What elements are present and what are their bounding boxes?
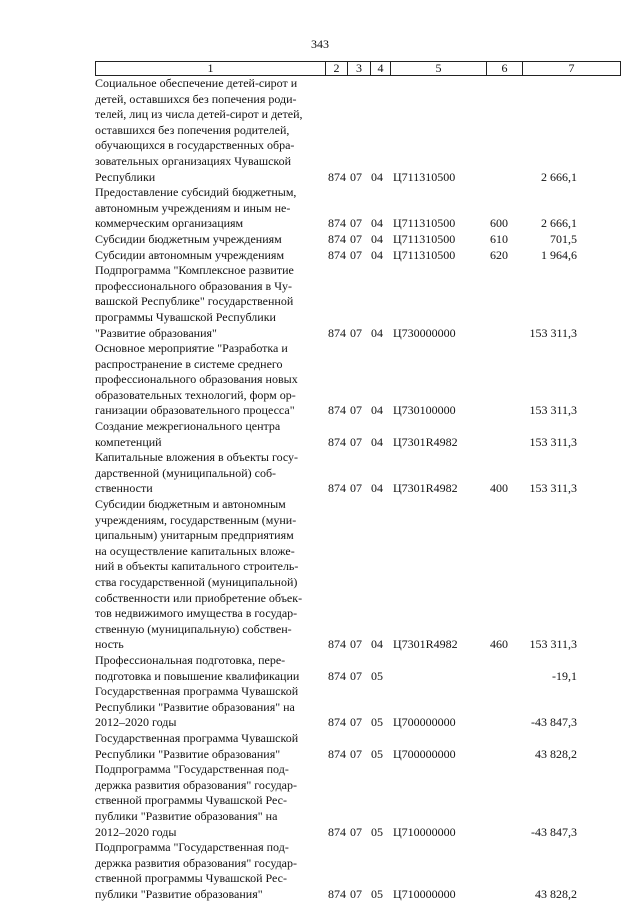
column-header-6: 6: [487, 62, 523, 76]
cell-expense-type: 620: [490, 247, 508, 262]
budget-table-body: [95, 76, 620, 902]
cell-subsection: 05: [371, 824, 383, 839]
table-row: [95, 684, 620, 731]
description-line: ственную (муниципальную) собствен-: [95, 621, 292, 636]
table-row: [95, 76, 620, 185]
description-line: распространение в системе среднего: [95, 356, 283, 371]
description-line: Подпрограмма "Комплексное развитие: [95, 263, 294, 278]
cell-section: 07: [350, 668, 362, 683]
description-line: ность: [95, 637, 124, 652]
cell-subsection: 05: [371, 668, 383, 683]
cell-subsection: 05: [371, 715, 383, 730]
description-line: профессионального образования новых: [95, 372, 298, 387]
column-header-table: [95, 61, 621, 76]
cell-target-item: Ц7301R4982: [393, 434, 458, 449]
cell-amount: 153 311,3: [529, 481, 577, 496]
description-line: Республики: [95, 169, 156, 184]
description-line: на осуществление капитальных вложе-: [95, 543, 295, 558]
description-line: ганизации образовательного процесса": [95, 403, 295, 418]
description-line: ственности: [95, 481, 153, 496]
description-line: профессионального образования в Чу-: [95, 278, 293, 293]
description-line: Подпрограмма "Государственная под-: [95, 840, 289, 855]
cell-amount: -43 847,3: [531, 715, 577, 730]
cell-section: 07: [350, 824, 362, 839]
description-line: ний в объекты капитального строитель-: [95, 559, 299, 574]
table-row: [95, 185, 620, 232]
page-number: 343: [311, 37, 329, 51]
cell-expense-type: 460: [490, 637, 508, 652]
cell-target-item: Ц711310500: [393, 247, 456, 262]
description-line: Государственная программа Чувашской: [95, 684, 299, 699]
cell-target-item: Ц730000000: [393, 325, 456, 340]
description-line: Создание межрегионального центра: [95, 419, 281, 434]
cell-grbs: 874: [328, 715, 346, 730]
cell-grbs: 874: [328, 886, 346, 901]
description-line: Основное мероприятие "Разработка и: [95, 341, 288, 356]
description-line: 2012–2020 годы: [95, 824, 177, 839]
cell-amount: 153 311,3: [529, 434, 577, 449]
row-description: [95, 653, 325, 684]
description-line: держка развития образования" государ-: [95, 777, 297, 792]
description-line: Субсидии автономным учреждениям: [95, 247, 285, 262]
cell-section: 07: [350, 637, 362, 652]
cell-grbs: 874: [328, 746, 346, 761]
cell-amount: 43 828,2: [535, 746, 577, 761]
description-line: Республики "Развитие образования" на: [95, 699, 295, 714]
description-line: собственности или приобретение объек-: [95, 590, 303, 605]
table-row: [95, 419, 620, 450]
column-header-3: 3: [348, 62, 371, 76]
cell-amount: 701,5: [550, 231, 577, 246]
column-header-4: 4: [371, 62, 391, 76]
row-description: [95, 185, 325, 232]
cell-subsection: 04: [371, 481, 383, 496]
description-line: компетенций: [95, 434, 162, 449]
row-description: [95, 232, 325, 248]
cell-section: 07: [350, 434, 362, 449]
description-line: обучающихся в государственных обра-: [95, 138, 295, 153]
row-description: [95, 731, 325, 762]
cell-grbs: 874: [328, 247, 346, 262]
description-line: Профессиональная подготовка, пере-: [95, 652, 286, 667]
description-line: публики "Развитие образования" на: [95, 808, 278, 823]
description-line: зовательных организациях Чувашской: [95, 153, 292, 168]
row-description: [95, 450, 325, 497]
row-description: [95, 419, 325, 450]
cell-amount: -43 847,3: [531, 824, 577, 839]
description-line: ственной программы Чувашской Рес-: [95, 871, 287, 886]
cell-section: 07: [350, 403, 362, 418]
cell-amount: 43 828,2: [535, 886, 577, 901]
cell-target-item: Ц711310500: [393, 216, 456, 231]
description-line: Субсидии бюджетным учреждениям: [95, 231, 282, 246]
cell-amount: 2 666,1: [541, 169, 577, 184]
column-header-2: 2: [326, 62, 348, 76]
cell-grbs: 874: [328, 637, 346, 652]
cell-section: 07: [350, 169, 362, 184]
cell-subsection: 04: [371, 169, 383, 184]
cell-subsection: 04: [371, 247, 383, 262]
cell-grbs: 874: [328, 481, 346, 496]
row-description: [95, 263, 325, 341]
cell-target-item: Ц7301R4982: [393, 637, 458, 652]
description-line: ства государственной (муниципальной): [95, 575, 298, 589]
table-row: [95, 497, 620, 653]
cell-amount: 153 311,3: [529, 403, 577, 418]
description-line: Государственная программа Чувашской: [95, 730, 299, 745]
table-row: [95, 840, 620, 902]
cell-section: 07: [350, 231, 362, 246]
cell-target-item: Ц710000000: [393, 886, 456, 901]
row-description: [95, 762, 325, 840]
description-line: вашской Республике" государственной: [95, 294, 294, 309]
column-header-row: [96, 62, 621, 76]
description-line: Подпрограмма "Государственная под-: [95, 762, 289, 777]
cell-grbs: 874: [328, 169, 346, 184]
cell-subsection: 05: [371, 746, 383, 761]
column-header-7: 7: [523, 62, 621, 76]
description-line: коммерческим организациям: [95, 216, 244, 231]
description-line: дарственной (муниципальной) соб-: [95, 465, 277, 480]
cell-target-item: Ц710000000: [393, 824, 456, 839]
cell-subsection: 05: [371, 886, 383, 901]
description-line: оставшихся без попечения родителей,: [95, 122, 290, 137]
description-line: тов недвижимого имущества в государ-: [95, 606, 298, 621]
table-row: [95, 731, 620, 762]
cell-section: 07: [350, 216, 362, 231]
description-line: Республики "Развитие образования": [95, 746, 281, 761]
row-description: [95, 497, 325, 653]
cell-section: 07: [350, 715, 362, 730]
table-row: [95, 450, 620, 497]
cell-expense-type: 610: [490, 231, 508, 246]
cell-section: 07: [350, 746, 362, 761]
cell-subsection: 04: [371, 216, 383, 231]
description-line: Капитальные вложения в объекты госу-: [95, 450, 299, 465]
cell-grbs: 874: [328, 231, 346, 246]
cell-subsection: 04: [371, 325, 383, 340]
cell-amount: -19,1: [552, 668, 577, 683]
cell-subsection: 04: [371, 231, 383, 246]
table-row: [95, 653, 620, 684]
table-row: [95, 762, 620, 840]
cell-target-item: Ц700000000: [393, 715, 456, 730]
description-line: учреждениям, государственным (муни-: [95, 512, 297, 527]
description-line: телей, лиц из числа детей-сирот и детей,: [95, 107, 303, 122]
cell-section: 07: [350, 247, 362, 262]
description-line: ственной программы Чувашской Рес-: [95, 793, 287, 808]
cell-subsection: 04: [371, 403, 383, 418]
row-description: [95, 684, 325, 731]
cell-grbs: 874: [328, 824, 346, 839]
description-line: подготовка и повышение квалификации: [95, 668, 300, 683]
description-line: держка развития образования" государ-: [95, 855, 297, 870]
description-line: публики "Развитие образования": [95, 886, 263, 901]
cell-grbs: 874: [328, 325, 346, 340]
table-row: [95, 263, 620, 341]
cell-subsection: 04: [371, 637, 383, 652]
cell-target-item: Ц730100000: [393, 403, 456, 418]
description-line: детей, оставшихся без попечения роди-: [95, 91, 297, 106]
cell-target-item: Ц711310500: [393, 169, 456, 184]
cell-section: 07: [350, 886, 362, 901]
cell-amount: 2 666,1: [541, 216, 577, 231]
cell-target-item: Ц7301R4982: [393, 481, 458, 496]
row-description: [95, 248, 325, 264]
cell-amount: 153 311,3: [529, 637, 577, 652]
cell-subsection: 04: [371, 434, 383, 449]
description-line: Предоставление субсидий бюджетным,: [95, 185, 297, 200]
table-row: [95, 232, 620, 248]
row-description: [95, 341, 325, 419]
description-line: автономным учреждениям и иным не-: [95, 200, 291, 215]
cell-expense-type: 600: [490, 216, 508, 231]
cell-grbs: 874: [328, 434, 346, 449]
description-line: "Развитие образования": [95, 325, 217, 340]
column-header-1: 1: [96, 62, 326, 76]
cell-amount: 1 964,6: [541, 247, 577, 262]
cell-target-item: Ц711310500: [393, 231, 456, 246]
cell-grbs: 874: [328, 403, 346, 418]
description-line: программы Чувашской Республики: [95, 309, 276, 324]
row-description: [95, 840, 325, 902]
column-header-5: 5: [391, 62, 487, 76]
cell-target-item: Ц700000000: [393, 746, 456, 761]
description-line: Субсидии бюджетным и автономным: [95, 497, 286, 512]
description-line: Социальное обеспечение детей-сирот и: [95, 76, 298, 90]
description-line: 2012–2020 годы: [95, 715, 177, 730]
description-line: образовательных технологий, форм ор-: [95, 387, 296, 402]
cell-expense-type: 400: [490, 481, 508, 496]
cell-grbs: 874: [328, 216, 346, 231]
row-description: [95, 76, 325, 185]
cell-section: 07: [350, 325, 362, 340]
cell-grbs: 874: [328, 668, 346, 683]
table-row: [95, 341, 620, 419]
description-line: ципальным) унитарным предприятиям: [95, 528, 294, 543]
cell-amount: 153 311,3: [529, 325, 577, 340]
table-row: [95, 248, 620, 264]
cell-section: 07: [350, 481, 362, 496]
